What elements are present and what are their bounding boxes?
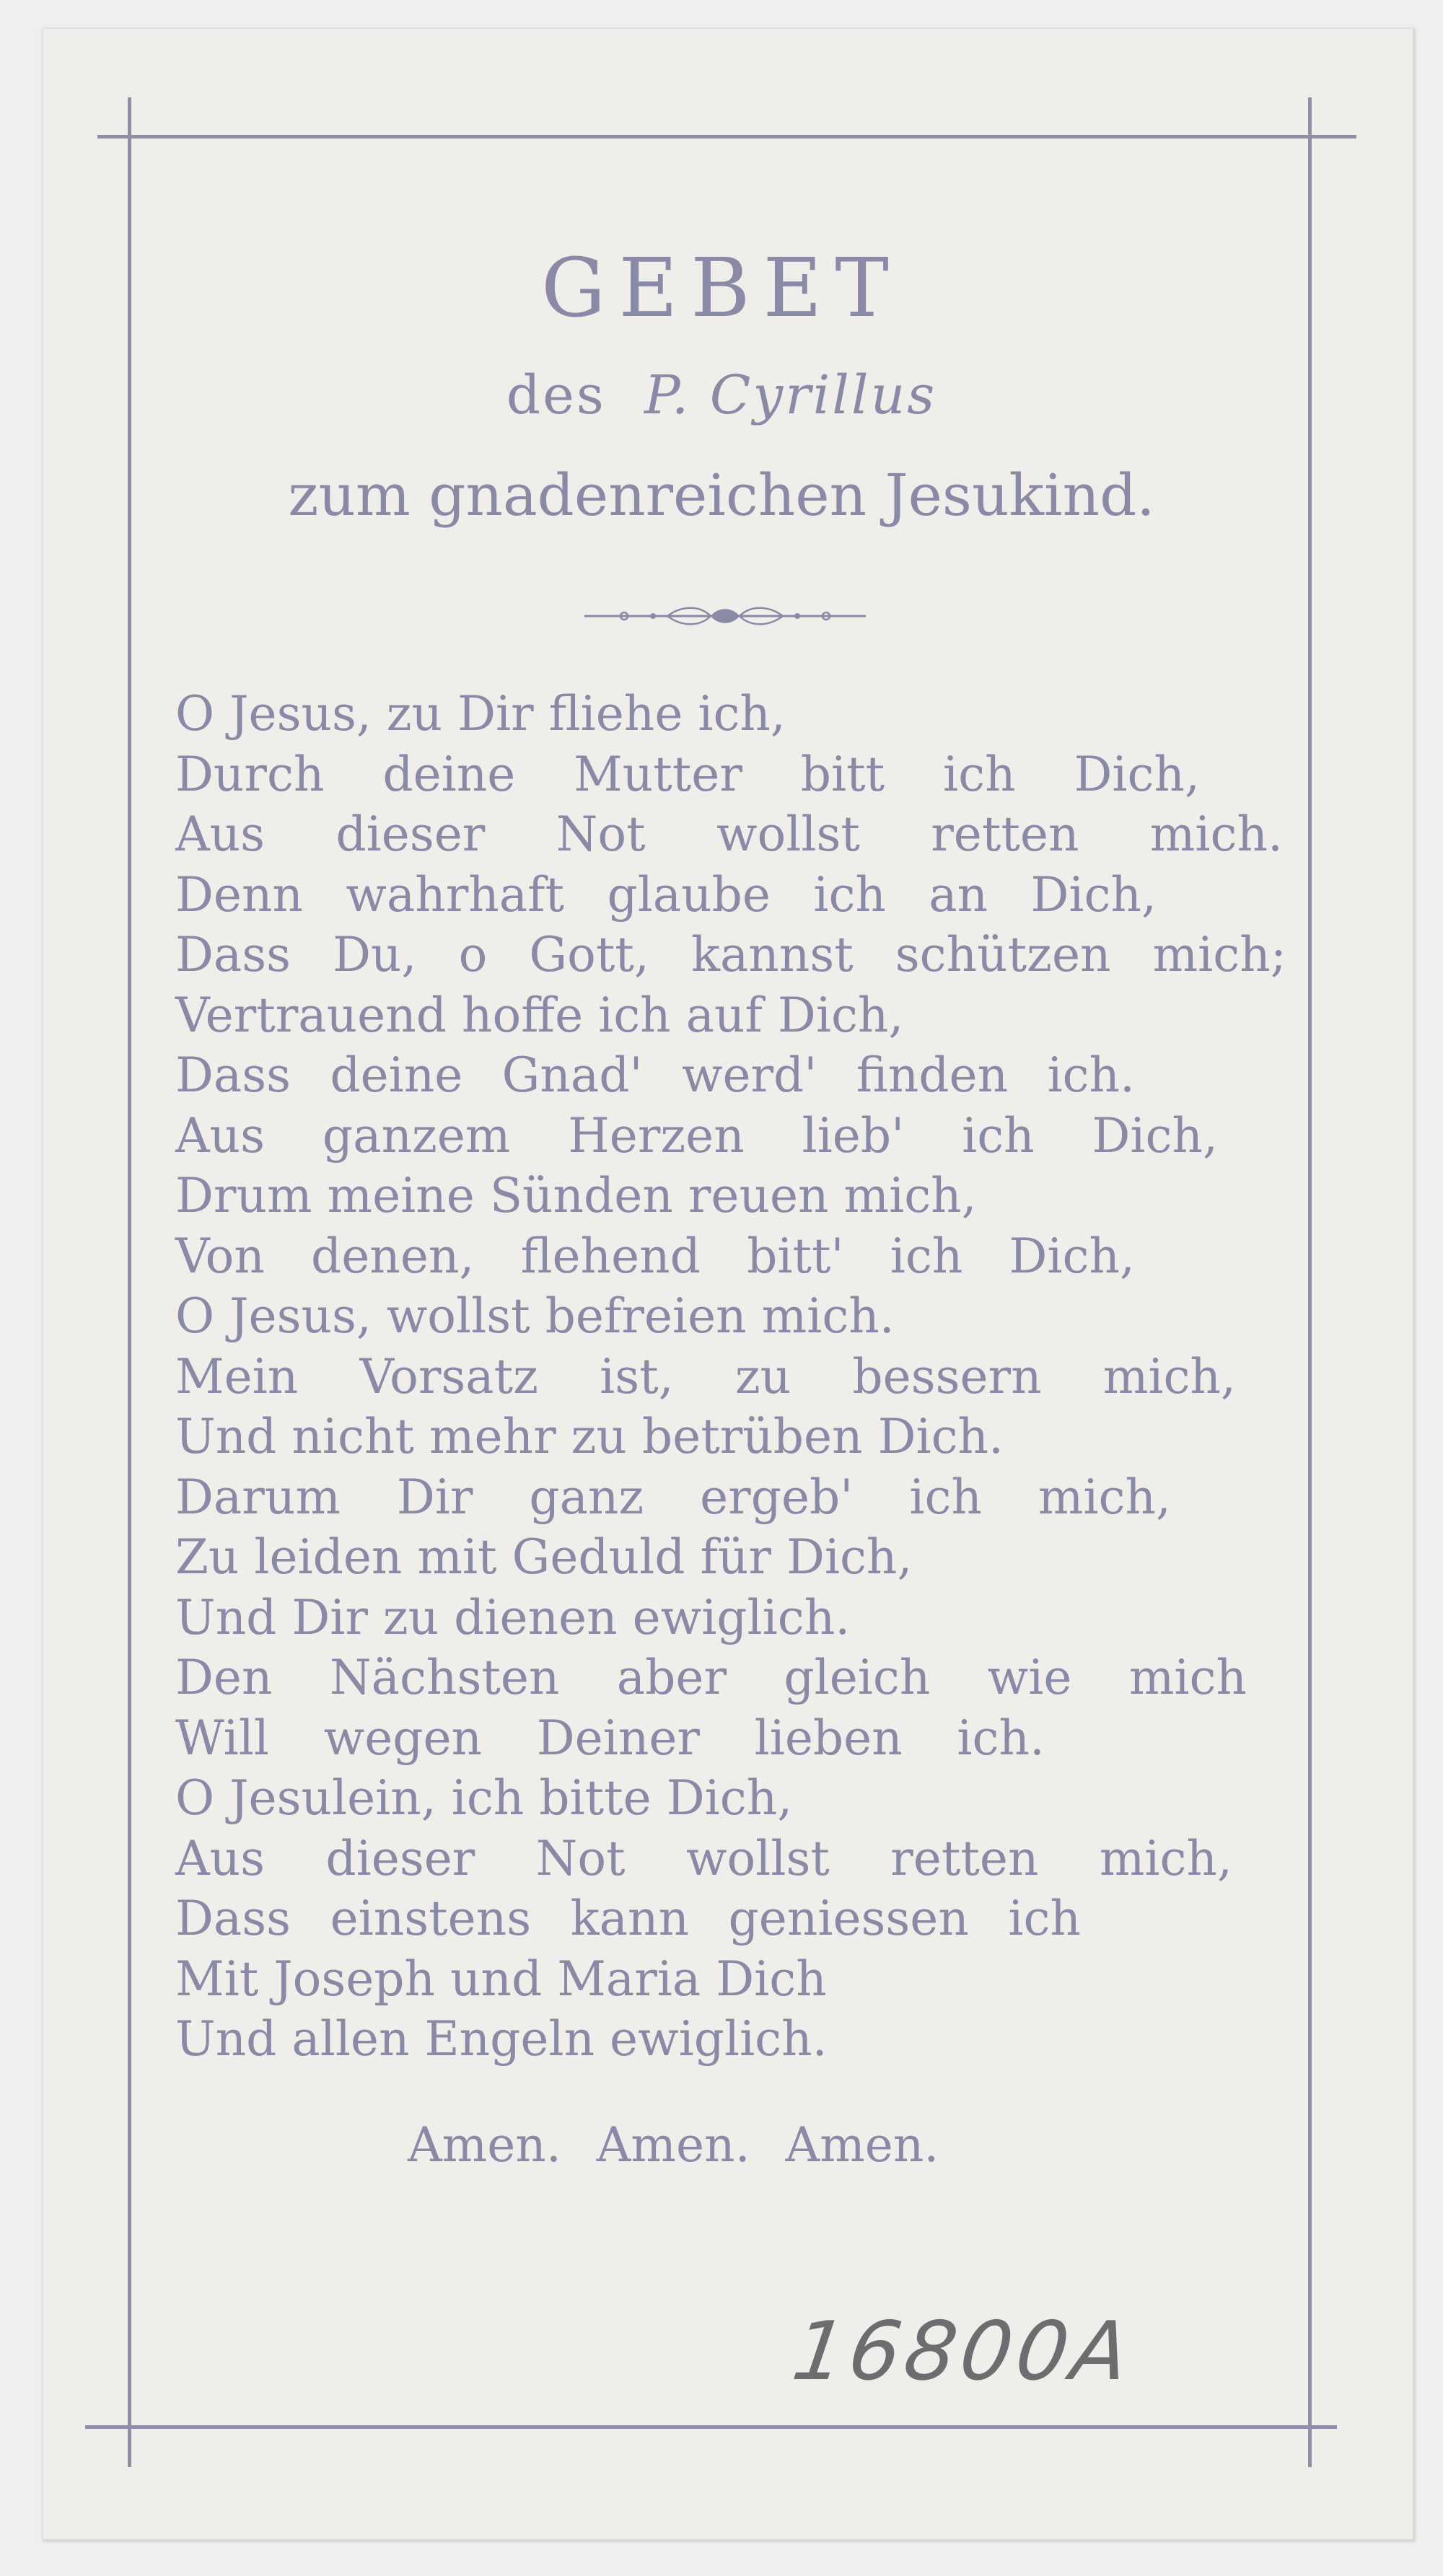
verse-line: Und Dir zu dienen ewiglich. bbox=[175, 1589, 851, 1645]
subtitle-dedication: zum gnadenreichen Jesukind. bbox=[288, 462, 1155, 529]
frame-left-line bbox=[128, 97, 131, 2467]
verse-line: Durch deine Mutter bitt ich Dich, bbox=[175, 746, 1200, 802]
closing-amen: Amen. Amen. Amen. bbox=[408, 2117, 939, 2173]
subtitle-name: P. Cyrillus bbox=[644, 364, 937, 426]
verse-line: Denn wahrhaft glaube ich an Dich, bbox=[175, 866, 1157, 923]
verse-line: Mein Vorsatz ist, zu bessern mich, bbox=[175, 1348, 1236, 1405]
verse-line: Den Nächsten aber gleich wie mich bbox=[175, 1650, 1247, 1705]
verse-line: Zu leiden mit Geduld für Dich, bbox=[175, 1529, 913, 1585]
verse-line: Dass Du, o Gott, kannst schützen mich; bbox=[175, 927, 1286, 983]
verse-line: Mit Joseph und Maria Dich bbox=[175, 1951, 827, 2007]
ornament-divider bbox=[581, 602, 869, 630]
verse-line: Aus dieser Not wollst retten mich, bbox=[175, 1830, 1232, 1886]
handwritten-inventory-number: 16800A bbox=[786, 2305, 1139, 2399]
verse-line: Will wegen Deiner lieben ich. bbox=[175, 1710, 1045, 1766]
frame-bottom-line bbox=[85, 2425, 1337, 2429]
verse-line: Aus dieser Not wollst retten mich. bbox=[175, 806, 1283, 862]
verse-line: Dass einstens kann geniessen ich bbox=[175, 1891, 1081, 1946]
verse-line: Drum meine Sünden reuen mich, bbox=[175, 1168, 977, 1223]
subtitle-prefix: des bbox=[506, 364, 606, 426]
verse-line: Darum Dir ganz ergeb' ich mich, bbox=[175, 1469, 1171, 1525]
verse-line: Von denen, flehend bitt' ich Dich, bbox=[175, 1228, 1135, 1284]
verse-line: O Jesus, zu Dir fliehe ich, bbox=[175, 686, 786, 742]
frame-right-line bbox=[1308, 97, 1312, 2467]
verse-line: O Jesus, wollst befreien mich. bbox=[175, 1288, 895, 1344]
frame-top-line bbox=[97, 135, 1356, 139]
verse-line: Aus ganzem Herzen lieb' ich Dich, bbox=[175, 1107, 1218, 1164]
prayer-verses bbox=[175, 684, 1286, 2070]
verse-line: Und allen Engeln ewiglich. bbox=[175, 2011, 828, 2067]
verse-line: O Jesulein, ich bitte Dich, bbox=[175, 1770, 793, 1826]
subtitle bbox=[0, 364, 1443, 426]
page-title: GEBET bbox=[541, 242, 902, 335]
verse-line: Vertrauend hoffe ich auf Dich, bbox=[175, 987, 904, 1043]
verse-line: Und nicht mehr zu betrüben Dich. bbox=[175, 1409, 1004, 1464]
verse-line: Dass deine Gnad' werd' finden ich. bbox=[175, 1047, 1135, 1103]
